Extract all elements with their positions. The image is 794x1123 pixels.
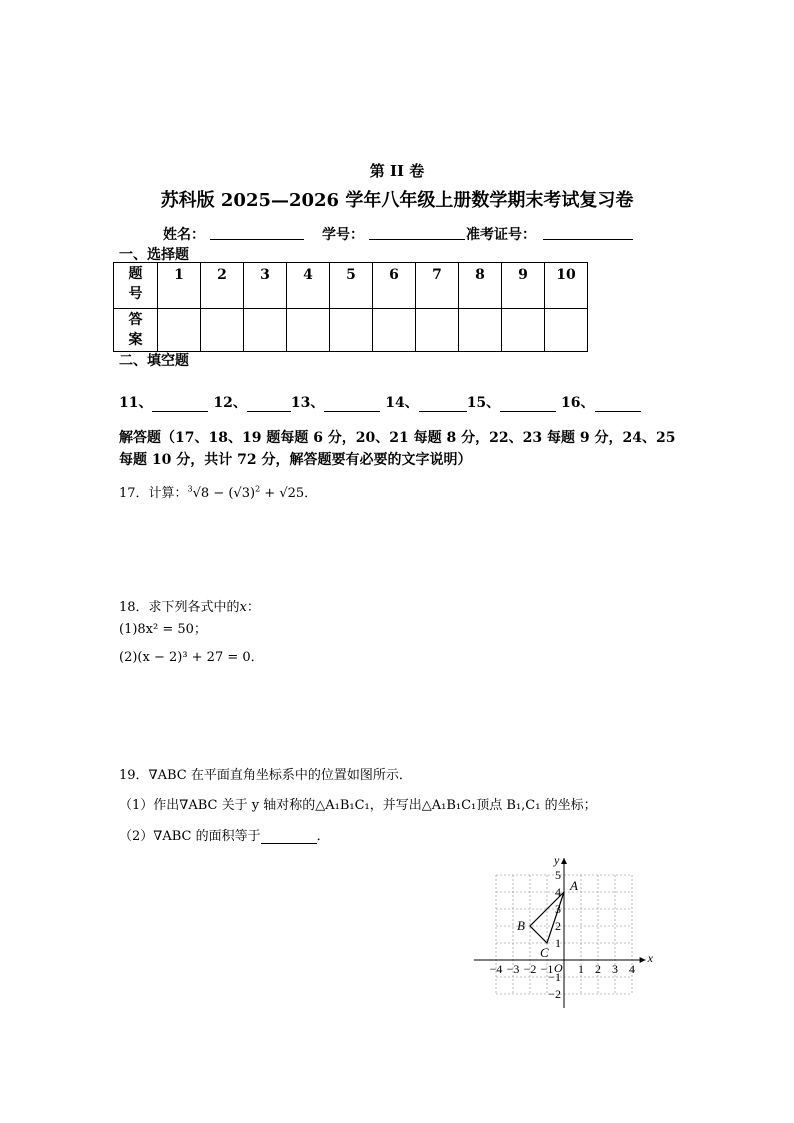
x-tick-label: −2	[523, 962, 537, 976]
exam-number-label: 准考证号：	[466, 227, 536, 243]
student-id-label: 学号：	[322, 227, 364, 243]
fill-blank[interactable]	[152, 397, 208, 412]
question-number-cell: 3	[244, 263, 287, 309]
question-number-header	[114, 263, 158, 309]
y-tick-label: −1	[548, 970, 561, 984]
point-c-label: C	[540, 945, 549, 960]
section-fill-heading: 二、填空题	[119, 353, 189, 369]
question-number-cell: 5	[330, 263, 373, 309]
y-tick-label: 2	[555, 919, 561, 933]
answer-table	[113, 262, 588, 352]
fill-label: 12、	[213, 395, 247, 411]
point-a-label: A	[570, 878, 578, 893]
answer-cell[interactable]	[330, 309, 373, 352]
y-tick-label: 4	[555, 885, 561, 899]
x-tick-label: −3	[506, 962, 520, 976]
fill-label: 11、	[119, 395, 153, 411]
question-19-part2-end: ．	[316, 829, 330, 844]
axes	[474, 853, 654, 1008]
triangle-abc	[517, 878, 578, 960]
question-18-label: 18．求下列各式中的	[119, 600, 240, 615]
exam-number-field[interactable]	[543, 224, 633, 240]
header-char: 答	[128, 312, 143, 328]
question-number-cell: 8	[459, 263, 502, 309]
fill-blank[interactable]	[324, 397, 380, 412]
question-19-blank[interactable]	[261, 831, 317, 844]
x-axis-arrow	[640, 957, 646, 963]
question-19-part2	[119, 825, 330, 844]
question-19-part1: （1）作出∇ABC 关于 y 轴对称的△A₁B₁C₁，并写出△A₁B₁C₁顶点 B₁,C₁ 的坐标；	[119, 798, 597, 813]
answer-cell[interactable]	[373, 309, 416, 352]
x-tick-label: 4	[629, 962, 635, 976]
fill-blank[interactable]	[247, 397, 291, 412]
fill-label: 13、	[290, 395, 325, 411]
answer-cell[interactable]	[545, 309, 588, 352]
question-number-cell: 7	[416, 263, 459, 309]
fill-blank[interactable]	[500, 397, 556, 412]
y-tick-label: 3	[555, 902, 561, 916]
exam-title: 苏科版 2025—2026 学年八年级上册数学期末考试复习卷	[160, 190, 634, 211]
question-19-intro: 19．∇ABC 在平面直角坐标系中的位置如图所示．	[119, 768, 412, 783]
x-tick-label: −4	[489, 962, 503, 976]
question-18-colon: ：	[246, 600, 260, 615]
x-tick-label: −1	[540, 962, 554, 976]
section-solve-heading-line1: 解答题（17、18、19 题每题 6 分，20、21 每题 8 分，22、23 每题 9 分，24、25	[119, 430, 676, 446]
question-18-var: x	[239, 600, 247, 615]
point-b-label: B	[517, 918, 525, 933]
answer-cell[interactable]	[416, 309, 459, 352]
fill-blank[interactable]	[595, 397, 641, 412]
question-number-cell: 4	[287, 263, 330, 309]
section-choice-heading: 一、选择题	[119, 247, 189, 263]
origin-label: O	[554, 961, 563, 975]
y-axis-label: y	[554, 853, 560, 867]
answer-cell[interactable]	[502, 309, 545, 352]
volume-label: 第 II 卷	[369, 162, 425, 180]
y-axis-arrow	[561, 858, 567, 864]
x-tick-label: 1	[578, 962, 584, 976]
question-17	[119, 482, 317, 501]
x-tick-label: 2	[595, 962, 601, 976]
question-17-label: 17．计算：	[119, 486, 188, 501]
y-tick-label: 5	[555, 868, 561, 882]
question-number-cell: 1	[158, 263, 201, 309]
q17-formula: $^3√8 - (√3)^2 + √25$	[187, 484, 305, 501]
name-label: 姓名：	[163, 227, 205, 243]
fill-label: 16、	[561, 395, 595, 411]
question-number-cell: 9	[502, 263, 545, 309]
question-18-part1: (1)8x² = 50；	[119, 622, 207, 637]
fill-in-row	[119, 392, 641, 412]
question-18	[119, 596, 260, 615]
question-17-end: ．	[304, 486, 318, 501]
question-18-part2: (2)(x − 2)³ + 27 = 0．	[119, 650, 264, 665]
tick-labels	[490, 868, 635, 1001]
answer-cell[interactable]	[158, 309, 201, 352]
y-tick-label: −2	[548, 987, 561, 1001]
question-number-cell: 10	[545, 263, 588, 309]
header-char: 题	[128, 266, 143, 282]
question-number-cell: 6	[373, 263, 416, 309]
y-tick-label: 1	[555, 936, 561, 950]
answer-header	[114, 309, 158, 352]
fill-blank[interactable]	[419, 397, 467, 412]
answer-cell[interactable]	[287, 309, 330, 352]
header-char: 号	[128, 286, 143, 302]
x-axis-label: x	[647, 951, 653, 965]
question-number-cell: 2	[201, 263, 244, 309]
fill-label: 15、	[466, 395, 501, 411]
answer-cell[interactable]	[459, 309, 502, 352]
answer-cell[interactable]	[244, 309, 287, 352]
answer-cell[interactable]	[201, 309, 244, 352]
student-id-field[interactable]	[369, 224, 465, 240]
coordinate-graph	[470, 838, 680, 1008]
name-field[interactable]	[210, 224, 304, 240]
section-solve-heading-line2: 每题 10 分，共计 72 分，解答题要有必要的文字说明）	[119, 452, 472, 468]
question-19-part2-text: （2）∇ABC 的面积等于	[119, 829, 261, 844]
x-tick-label: 3	[612, 962, 618, 976]
fill-label: 14、	[385, 395, 419, 411]
header-char: 案	[128, 332, 143, 348]
